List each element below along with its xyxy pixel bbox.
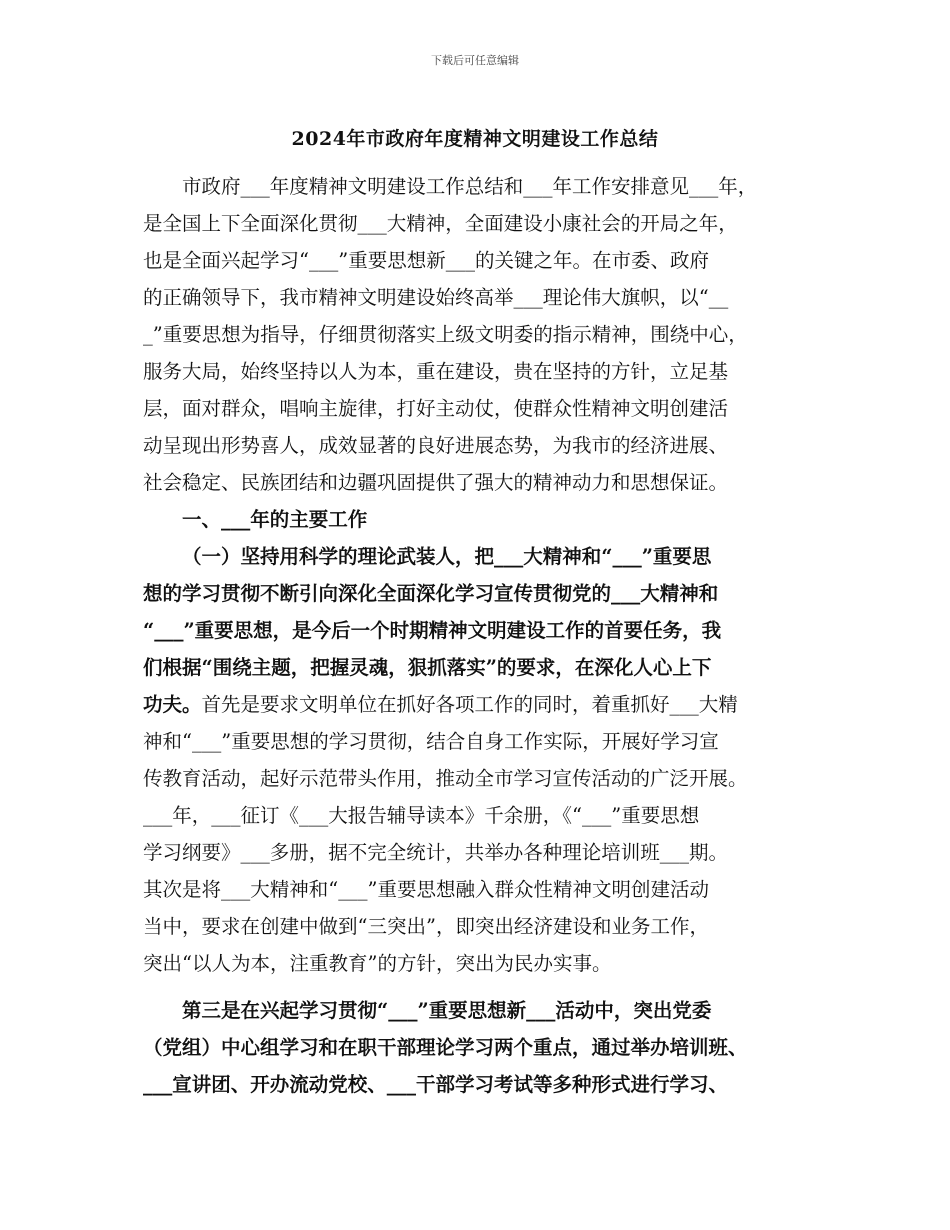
subsection-heading-line: “___”重要思想，是今后一个时期精神文明建设工作的首要任务，我 xyxy=(143,619,722,642)
paragraph-gap xyxy=(143,982,813,992)
paragraph-line: 其次是将___大精神和“___”重要思想融入群众性精神文明创建活动 xyxy=(143,878,709,901)
paragraph-line: 是全国上下全面深化贯彻___大精神，全面建设小康社会的开局之年， xyxy=(143,212,738,235)
document-body xyxy=(143,168,813,1103)
paragraph-line: 服务大局，始终坚持以人为本，重在建设，贵在坚持的方针，立足基 xyxy=(143,360,729,383)
paragraph-line: 社会稳定、民族团结和边疆巩固提供了强大的精神动力和思想保证。 xyxy=(143,471,729,494)
paragraph-line: 神和“___”重要思想的学习贯彻，结合自身工作实际，开展好学习宣 xyxy=(143,730,719,753)
paragraph-text: 首先是要求文明单位在抓好各项工作的同时，着重抓好___大精 xyxy=(201,693,738,716)
subsection-heading-line: 想的学习贯彻不断引向深化全面深化学习宣传贯彻党的___大精神和 xyxy=(143,582,719,605)
paragraph-line: 当中，要求在创建中做到“三突出”，即突出经济建设和业务工作， xyxy=(143,915,709,938)
bold-paragraph-line: ___宣讲团、开办流动党校、___干部学习考试等多种形式进行学习、 xyxy=(143,1073,729,1096)
paragraph-line: 层，面对群众，唱响主旋律，打好主动仗，使群众性精神文明创建活 xyxy=(143,397,729,420)
paragraph-line: 市政府___年度精神文明建设工作总结和___年工作安排意见___年， xyxy=(182,175,758,198)
paragraph-line: 动呈现出形势喜人，成效显著的良好进展态势，为我市的经济进展、 xyxy=(143,434,729,457)
subsection-heading-line: 们根据“围绕主题，把握灵魂，狠抓落实”的要求，在深化人心上下 xyxy=(143,656,712,679)
mixed-line xyxy=(143,686,813,723)
bold-paragraph-line: （党组）中心组学习和在职干部理论学习两个重点，通过举办培训班、 xyxy=(143,1036,748,1059)
bold-paragraph-line: 第三是在兴起学习贯彻“___”重要思想新___活动中，突出党委 xyxy=(182,999,712,1022)
header-note: 下载后可任意编辑 xyxy=(431,54,519,67)
paragraph-line: ___年，___征订《___大报告辅导读本》千余册，《“___”重要思想 xyxy=(143,804,700,827)
subsection-heading-end: 功夫。 xyxy=(143,693,202,716)
document-title: 2024年市政府年度精神文明建设工作总结 xyxy=(291,128,659,150)
paragraph-line: 突出“以人为本，注重教育”的方针，突出为民办实事。 xyxy=(143,952,612,975)
paragraph-line: 传教育活动，起好示范带头作用，推动全市学习宣传活动的广泛开展。 xyxy=(143,767,748,790)
paragraph-line: 的正确领导下，我市精神文明建设始终高举___理论伟大旗帜，以“__ xyxy=(143,286,729,309)
paragraph-line: _”重要思想为指导，仔细贯彻落实上级文明委的指示精神，围绕中心， xyxy=(143,323,748,346)
paragraph-line: 学习纲要》___多册，据不完全统计，共举办各种理论培训班___期。 xyxy=(143,841,729,864)
section-heading: 一、___年的主要工作 xyxy=(182,508,368,531)
paragraph-line: 也是全面兴起学习“___”重要思想新___的关键之年。在市委、政府 xyxy=(143,249,709,272)
subsection-heading-line: （一）坚持用科学的理论武装人，把___大精神和“___”重要思 xyxy=(182,545,712,568)
